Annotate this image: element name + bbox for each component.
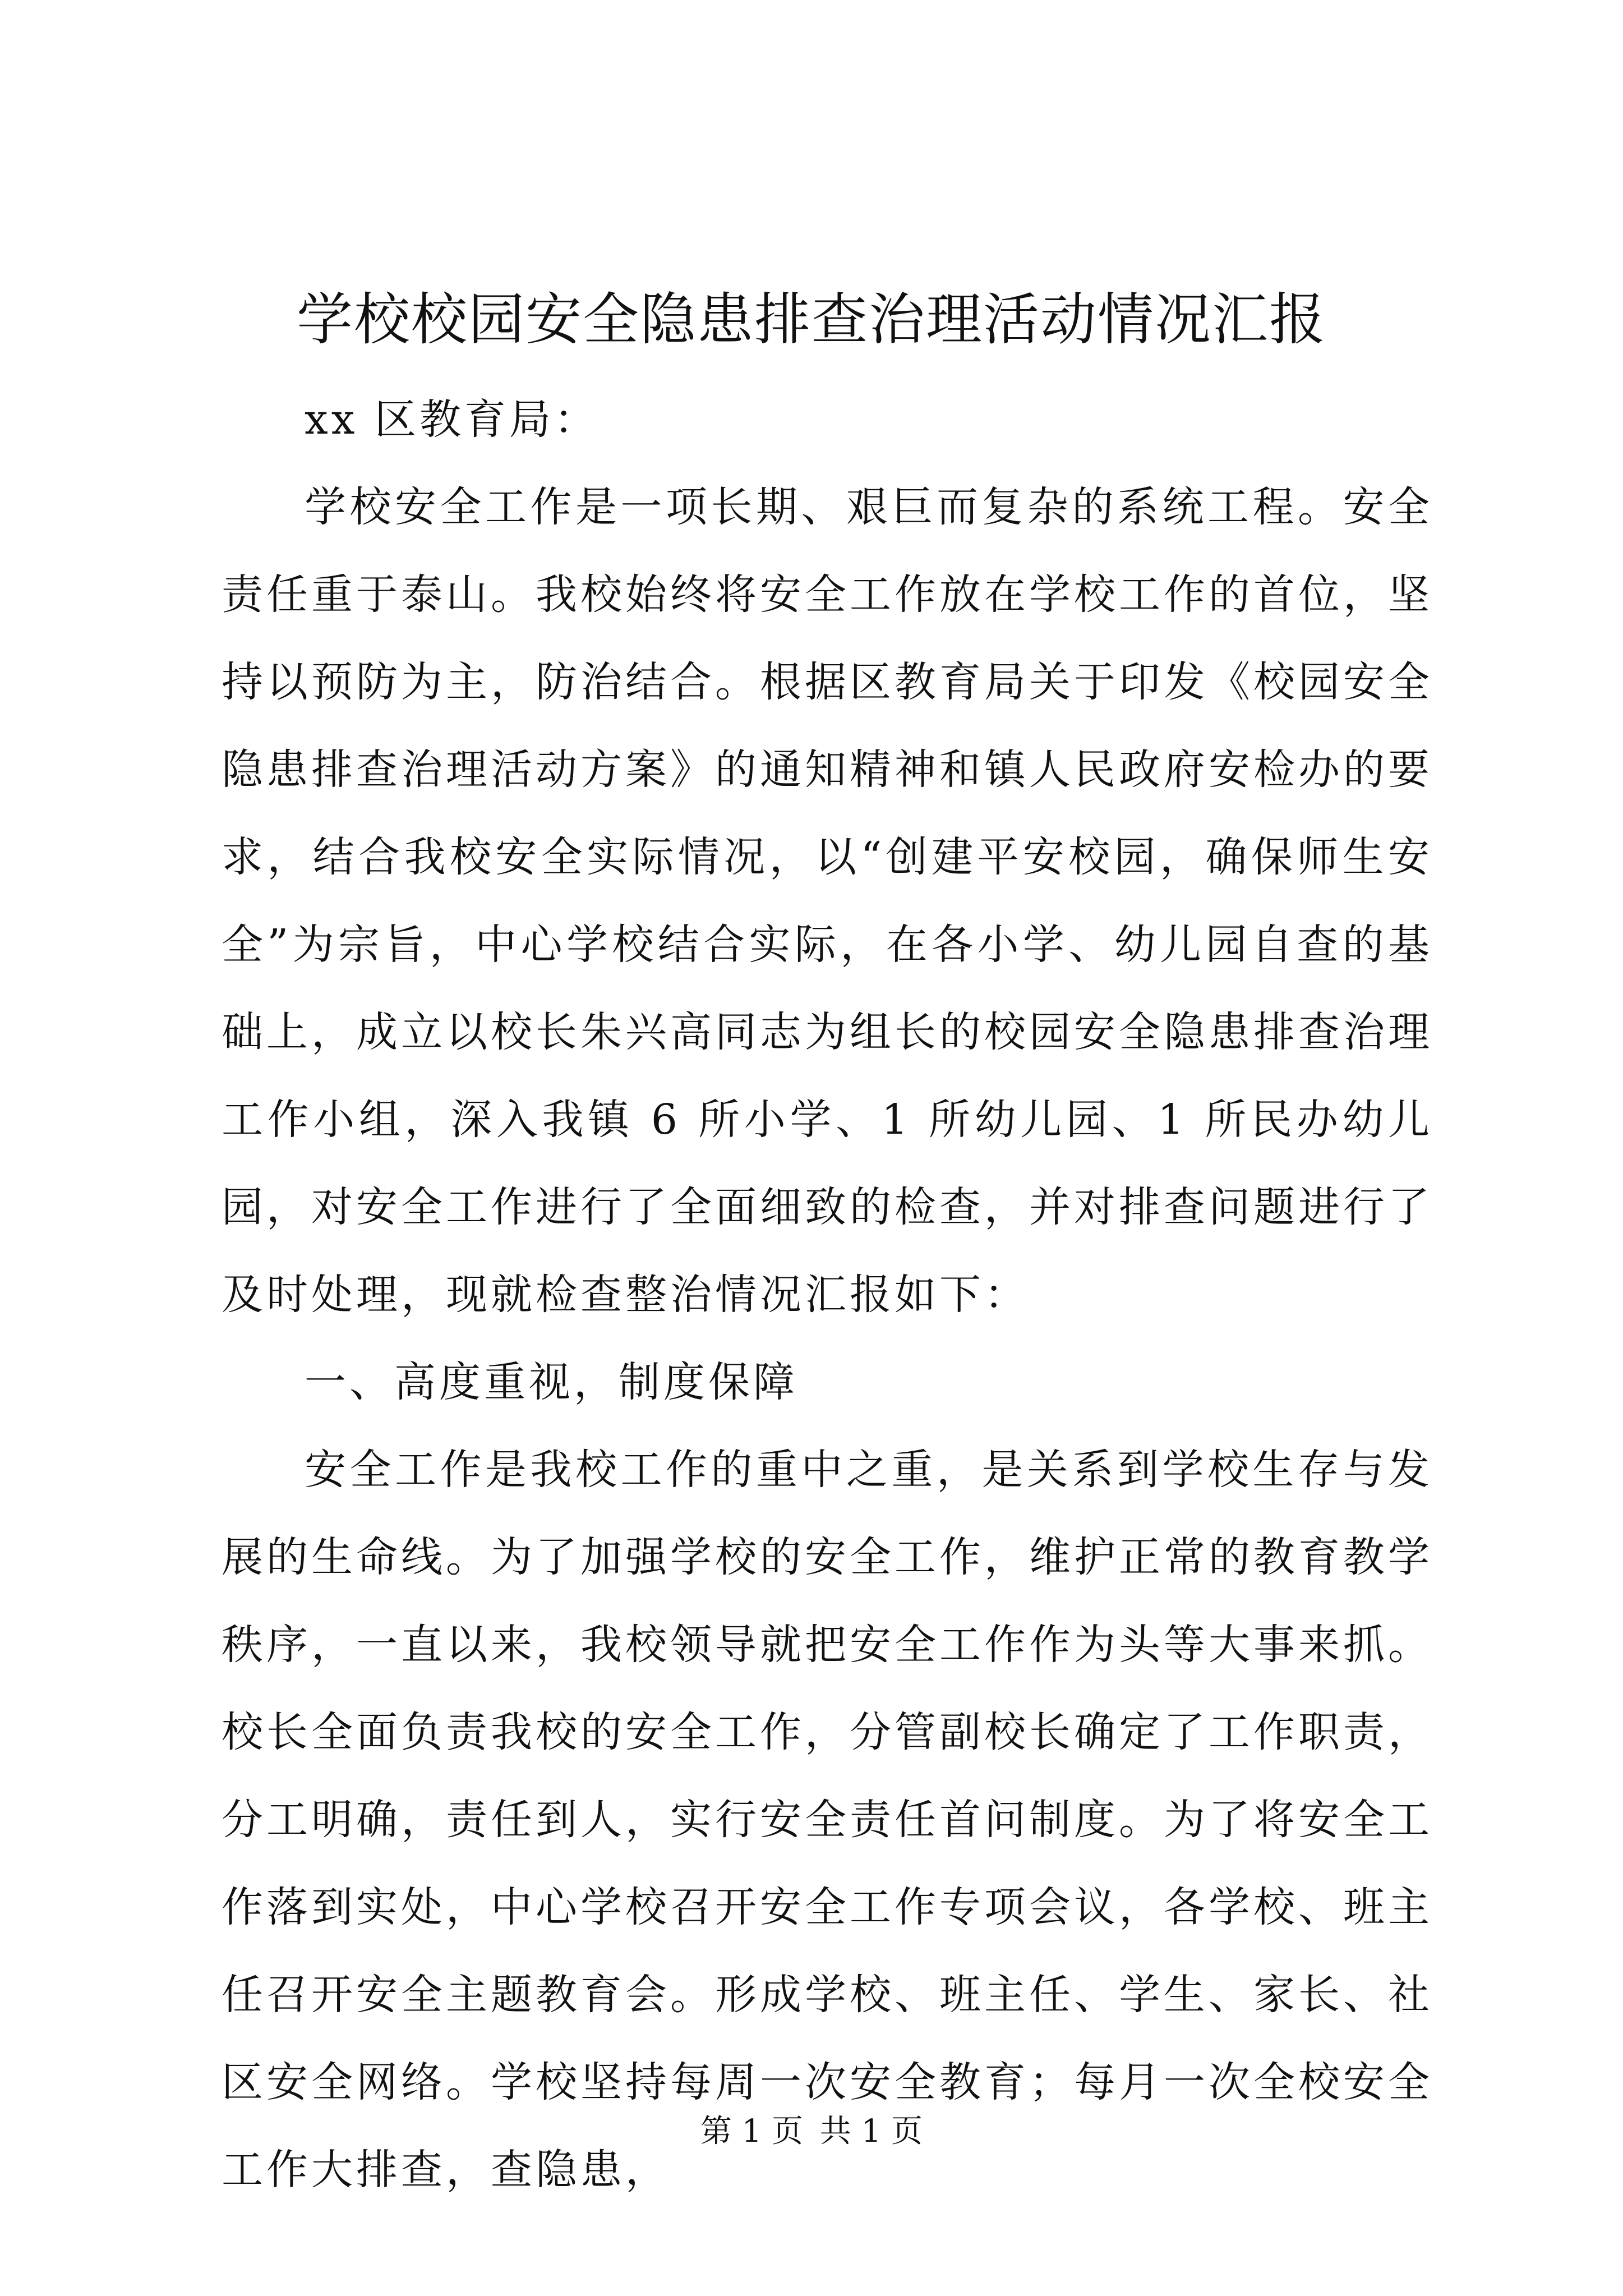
page-total: 共 1 页 — [819, 2113, 923, 2150]
page-number: 第 1 页 — [700, 2113, 804, 2150]
paragraph-section-one: 安全工作是我校工作的重中之重，是关系到学校生存与发展的生命线。为了加强学校的安全工作，维护正常的教育教学秩序，一直以来，我校领导就把安全工作作为头等大事来抓。校长全面负责我校的安全工作，分管副校长确定了工作职责，分工明确，责任到人，实行安全责任首问制度。为了将安全工作落到实处，中心学校召开安全工作专项会议，各学校、班主任召开安全主题教育会。形成学校、班主任、学生、家长、社区安全网络。学校坚持每周一次安全教育；每月一次全校安全工作大排查，查隐患， — [222, 1446, 1433, 2194]
salutation: xx 区教育局： — [305, 395, 599, 444]
paragraph-intro: 学校安全工作是一项长期、艰巨而复杂的系统工程。安全责任重于泰山。我校始终将安全工作放在学校工作的首位，坚持以预防为主，防治结合。根据区教育局关于印发《校园安全隐患排查治理活动方案》的通知精神和镇人民政府安检办的要求，结合我校安全实际情况，以“创建平安校园，确保师生安全”为宗旨，中心学校结合实际，在各小学、幼儿园自查的基础上，成立以校长朱兴高同志为组长的校园安全隐患排查治理工作小组，深入我镇 6 所小学、1 所幼儿园、1 所民办幼儿园，对安全工作进行了全面细致的检查，并对排查问题进行了及时处理，现就检查整治情况汇报如下： — [222, 483, 1433, 1319]
document-body — [222, 376, 1433, 2214]
document-title: 学校校园安全隐患排查治理活动情况汇报 — [297, 287, 1326, 352]
page-footer — [0, 2109, 1623, 2154]
section-heading: 一、高度重视，制度保障 — [305, 1358, 798, 1406]
